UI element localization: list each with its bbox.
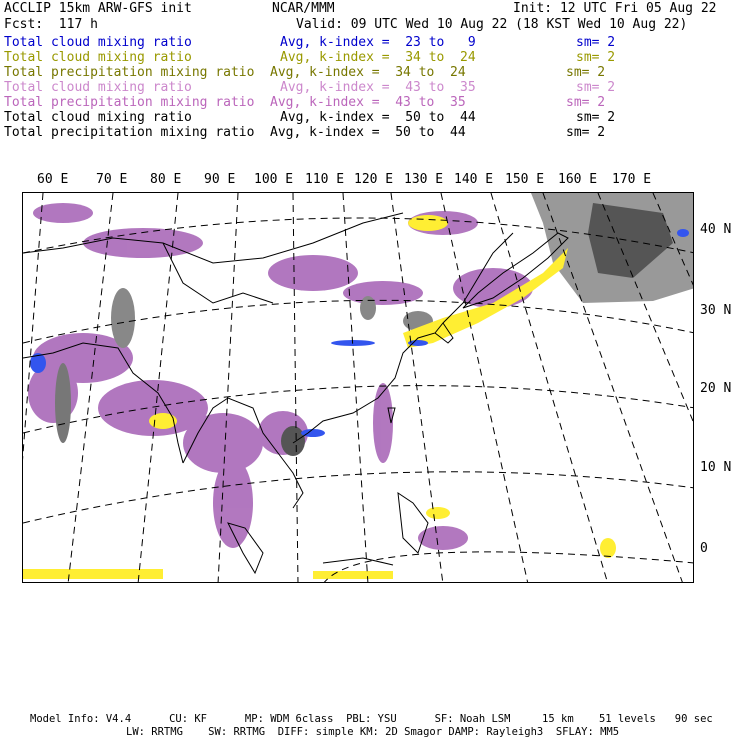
legend-levels: Avg, k-index = 43 to 35 bbox=[270, 95, 466, 110]
lon-label: 100 E bbox=[254, 172, 294, 187]
legend-sm: sm= 2 bbox=[566, 95, 606, 110]
legend-field: Total cloud mixing ratio bbox=[4, 80, 192, 95]
forecast-hour: Fcst: 117 h bbox=[4, 17, 98, 32]
center-name: NCAR/MMM bbox=[272, 1, 335, 16]
valid-time: Valid: 09 UTC Wed 10 Aug 22 (18 KST Wed 10 Aug 22) bbox=[296, 17, 688, 32]
legend-sm: sm= 2 bbox=[566, 65, 606, 80]
legend-levels: Avg, k-index = 50 to 44 bbox=[270, 125, 466, 140]
lat-label: 40 N bbox=[700, 222, 732, 237]
legend-sm: sm= 2 bbox=[576, 50, 616, 65]
lon-label: 160 E bbox=[558, 172, 598, 187]
legend-sm: sm= 2 bbox=[576, 110, 616, 125]
lon-label: 90 E bbox=[204, 172, 236, 187]
lon-label: 120 E bbox=[354, 172, 394, 187]
legend-field: Total precipitation mixing ratio bbox=[4, 65, 255, 80]
legend-sm: sm= 2 bbox=[576, 80, 616, 95]
lon-label: 110 E bbox=[305, 172, 345, 187]
legend-levels: Avg, k-index = 23 to 9 bbox=[280, 35, 476, 50]
lon-label: 150 E bbox=[505, 172, 545, 187]
lon-label: 170 E bbox=[612, 172, 652, 187]
legend-field: Total cloud mixing ratio bbox=[4, 50, 192, 65]
legend-levels: Avg, k-index = 50 to 44 bbox=[280, 110, 476, 125]
model-info: Model Info: V4.4 CU: KF MP: WDM 6class PBL: YSU SF: Noah LSM 15 km 51 levels 90 sec bbox=[30, 713, 713, 725]
model-physics: LW: RRTMG SW: RRTMG DIFF: simple KM: 2D Smagor DAMP: Rayleigh3 SFLAY: MM5 bbox=[126, 726, 620, 738]
lon-label: 80 E bbox=[150, 172, 182, 187]
lat-label: 10 N bbox=[700, 460, 732, 475]
legend-field: Total precipitation mixing ratio bbox=[4, 95, 255, 110]
map-panel bbox=[22, 192, 694, 583]
legend-sm: sm= 2 bbox=[566, 125, 606, 140]
legend-field: Total precipitation mixing ratio bbox=[4, 125, 255, 140]
lon-label: 70 E bbox=[96, 172, 128, 187]
lon-label: 60 E bbox=[37, 172, 69, 187]
legend-levels: Avg, k-index = 43 to 35 bbox=[280, 80, 476, 95]
legend-field: Total cloud mixing ratio bbox=[4, 35, 192, 50]
init-time: Init: 12 UTC Fri 05 Aug 22 bbox=[513, 1, 717, 16]
lat-label: 30 N bbox=[700, 303, 732, 318]
legend-levels: Avg, k-index = 34 to 24 bbox=[270, 65, 466, 80]
model-title: ACCLIP 15km ARW-GFS init bbox=[4, 1, 192, 16]
map-canvas bbox=[23, 193, 694, 583]
lat-label: 0 bbox=[700, 541, 708, 556]
legend-sm: sm= 2 bbox=[576, 35, 616, 50]
legend-levels: Avg, k-index = 34 to 24 bbox=[280, 50, 476, 65]
lat-label: 20 N bbox=[700, 381, 732, 396]
legend-field: Total cloud mixing ratio bbox=[4, 110, 192, 125]
lon-label: 130 E bbox=[404, 172, 444, 187]
lon-label: 140 E bbox=[454, 172, 494, 187]
